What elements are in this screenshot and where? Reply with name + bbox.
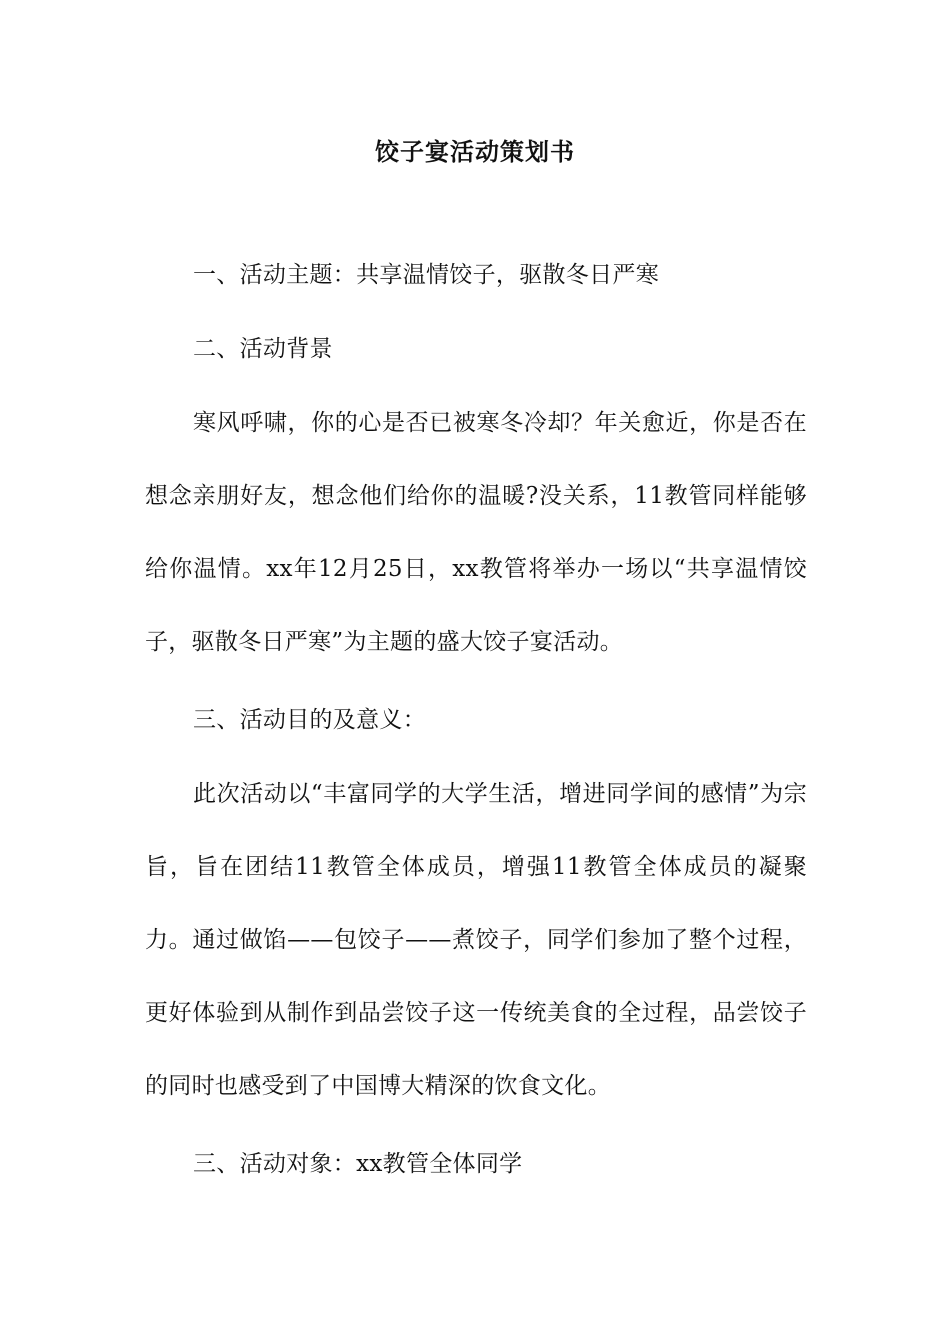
section-purpose-body: 此次活动以“丰富同学的大学生活，增进同学间的感情”为宗旨，旨在团结11教管全体成员，增强11教管全体成员的凝聚力。通过做馅——包饺子——煮饺子，同学们参加了整个过程，更好体验到从制作到品尝饺子这一传统美食的全过程，品尝饺子的同时也感受到了中国博大精深的饮食文化。 bbox=[145, 781, 807, 1099]
section-theme: 一、活动主题：共享温情饺子，驱散冬日严寒 bbox=[193, 262, 659, 288]
section-purpose-heading: 三、活动目的及意义： bbox=[193, 707, 426, 733]
section-audience: 三、活动对象：xx教管全体同学 bbox=[193, 1151, 523, 1177]
document-title: 饺子宴活动策划书 bbox=[375, 137, 575, 166]
section-background-body: 寒风呼啸，你的心是否已被寒冬冷却？年关愈近，你是否在想念亲朋好友，想念他们给你的温暖?没关系，11教管同样能够给你温情。xx年12月25日，xx教管将举办一场以“共享温情饺子，驱散冬日严寒”为主题的盛大饺子宴活动。 bbox=[145, 410, 807, 655]
section-background-heading: 二、活动背景 bbox=[193, 336, 333, 362]
